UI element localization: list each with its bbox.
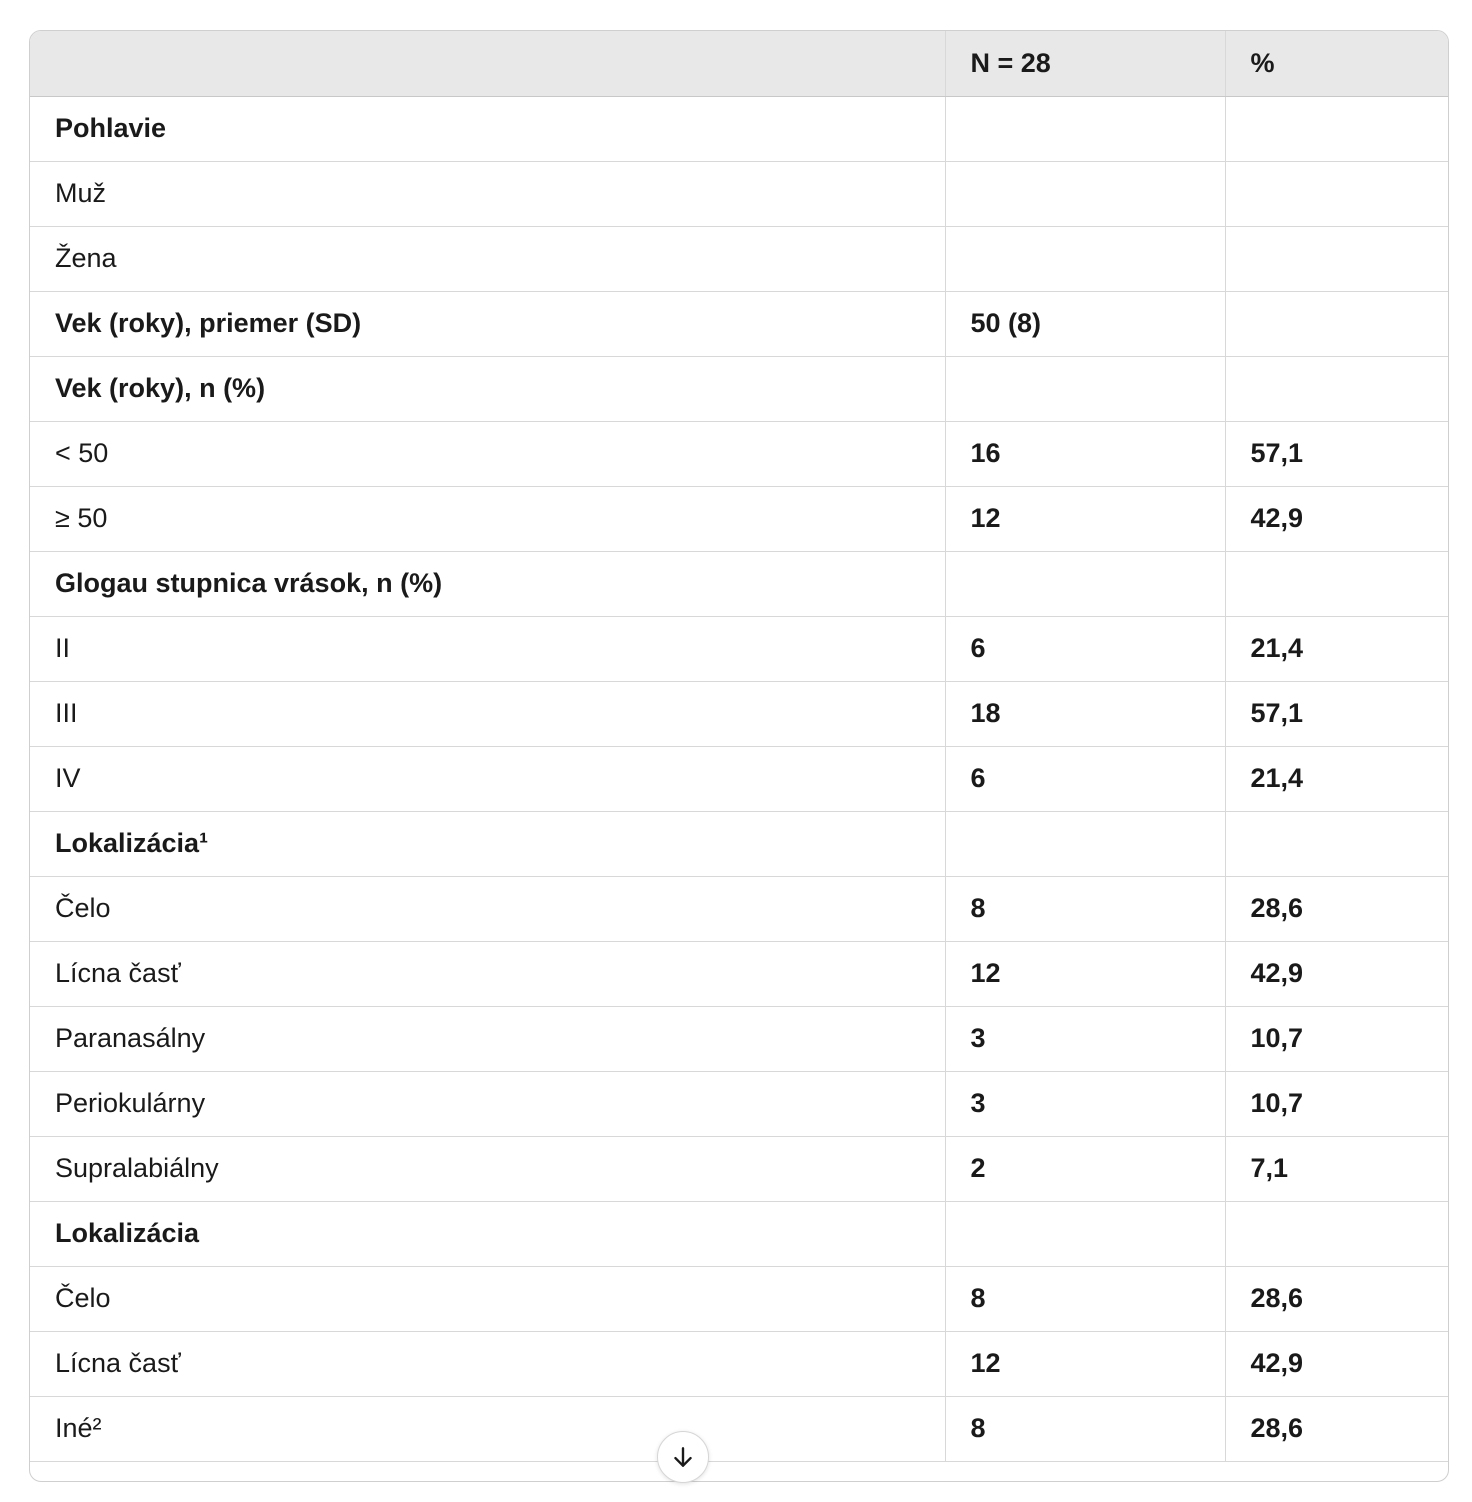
row-count: 12: [945, 941, 1225, 1006]
row-label: Čelo: [30, 876, 945, 941]
header-percent: %: [1225, 31, 1448, 96]
table-section-row: [30, 356, 1448, 421]
row-label: Paranasálny: [30, 1006, 945, 1071]
row-count: 8: [945, 876, 1225, 941]
row-count: [945, 356, 1225, 421]
table-row: [30, 1071, 1448, 1136]
table-row: [30, 226, 1448, 291]
row-percent: 21,4: [1225, 746, 1448, 811]
row-label: III: [30, 681, 945, 746]
table-row: [30, 486, 1448, 551]
table-row: [30, 1136, 1448, 1201]
row-label: Supralabiálny: [30, 1136, 945, 1201]
table-row: [30, 1396, 1448, 1461]
row-percent: 42,9: [1225, 1331, 1448, 1396]
table-header-row: [30, 31, 1448, 96]
row-percent: [1225, 96, 1448, 161]
row-label: Vek (roky), n (%): [30, 356, 945, 421]
row-label: Periokulárny: [30, 1071, 945, 1136]
row-percent: 10,7: [1225, 1006, 1448, 1071]
row-percent: 57,1: [1225, 681, 1448, 746]
table-section-row: [30, 811, 1448, 876]
row-label: Žena: [30, 226, 945, 291]
row-label: Lokalizácia: [30, 1201, 945, 1266]
row-count: 16: [945, 421, 1225, 486]
row-count: [945, 1201, 1225, 1266]
row-percent: 42,9: [1225, 486, 1448, 551]
row-count: 6: [945, 616, 1225, 681]
table-row: [30, 941, 1448, 1006]
row-label: II: [30, 616, 945, 681]
row-percent: 28,6: [1225, 876, 1448, 941]
table-row: [30, 161, 1448, 226]
header-count: N = 28: [945, 31, 1225, 96]
table-body: [30, 96, 1448, 1461]
row-percent: 7,1: [1225, 1136, 1448, 1201]
table-row: [30, 1006, 1448, 1071]
row-percent: [1225, 1201, 1448, 1266]
row-percent: 57,1: [1225, 421, 1448, 486]
row-label: ≥ 50: [30, 486, 945, 551]
row-percent: 21,4: [1225, 616, 1448, 681]
row-label: Muž: [30, 161, 945, 226]
table-section-row: [30, 1201, 1448, 1266]
row-count: 8: [945, 1396, 1225, 1461]
row-count: 6: [945, 746, 1225, 811]
table-row: [30, 1266, 1448, 1331]
row-percent: [1225, 226, 1448, 291]
table-row: [30, 616, 1448, 681]
row-count: [945, 811, 1225, 876]
scroll-down-button[interactable]: [657, 1431, 709, 1483]
data-table: [30, 31, 1448, 1462]
row-label: < 50: [30, 421, 945, 486]
row-percent: 28,6: [1225, 1266, 1448, 1331]
row-label: IV: [30, 746, 945, 811]
row-count: 18: [945, 681, 1225, 746]
table-row: [30, 681, 1448, 746]
row-count: [945, 226, 1225, 291]
row-count: 12: [945, 486, 1225, 551]
arrow-down-icon: [670, 1444, 696, 1470]
row-label: Čelo: [30, 1266, 945, 1331]
row-count: 2: [945, 1136, 1225, 1201]
row-label: Iné²: [30, 1396, 945, 1461]
row-percent: 28,6: [1225, 1396, 1448, 1461]
table-row: [30, 421, 1448, 486]
data-table-container: [29, 30, 1449, 1482]
table-section-row: [30, 96, 1448, 161]
table-row: [30, 1331, 1448, 1396]
row-percent: [1225, 291, 1448, 356]
row-count: [945, 551, 1225, 616]
row-label: Pohlavie: [30, 96, 945, 161]
row-label: Glogau stupnica vrások, n (%): [30, 551, 945, 616]
table-row: [30, 746, 1448, 811]
row-label: Lokalizácia¹: [30, 811, 945, 876]
row-percent: 42,9: [1225, 941, 1448, 1006]
header-label: [30, 31, 945, 96]
row-percent: [1225, 551, 1448, 616]
row-count: 50 (8): [945, 291, 1225, 356]
table-section-row: [30, 291, 1448, 356]
row-count: 8: [945, 1266, 1225, 1331]
row-count: [945, 161, 1225, 226]
row-count: 3: [945, 1071, 1225, 1136]
row-label: Lícna časť: [30, 1331, 945, 1396]
row-percent: [1225, 161, 1448, 226]
row-count: [945, 96, 1225, 161]
row-count: 12: [945, 1331, 1225, 1396]
row-percent: [1225, 356, 1448, 421]
row-label: Lícna časť: [30, 941, 945, 1006]
row-label: Vek (roky), priemer (SD): [30, 291, 945, 356]
row-count: 3: [945, 1006, 1225, 1071]
row-percent: [1225, 811, 1448, 876]
table-row: [30, 876, 1448, 941]
table-section-row: [30, 551, 1448, 616]
row-percent: 10,7: [1225, 1071, 1448, 1136]
